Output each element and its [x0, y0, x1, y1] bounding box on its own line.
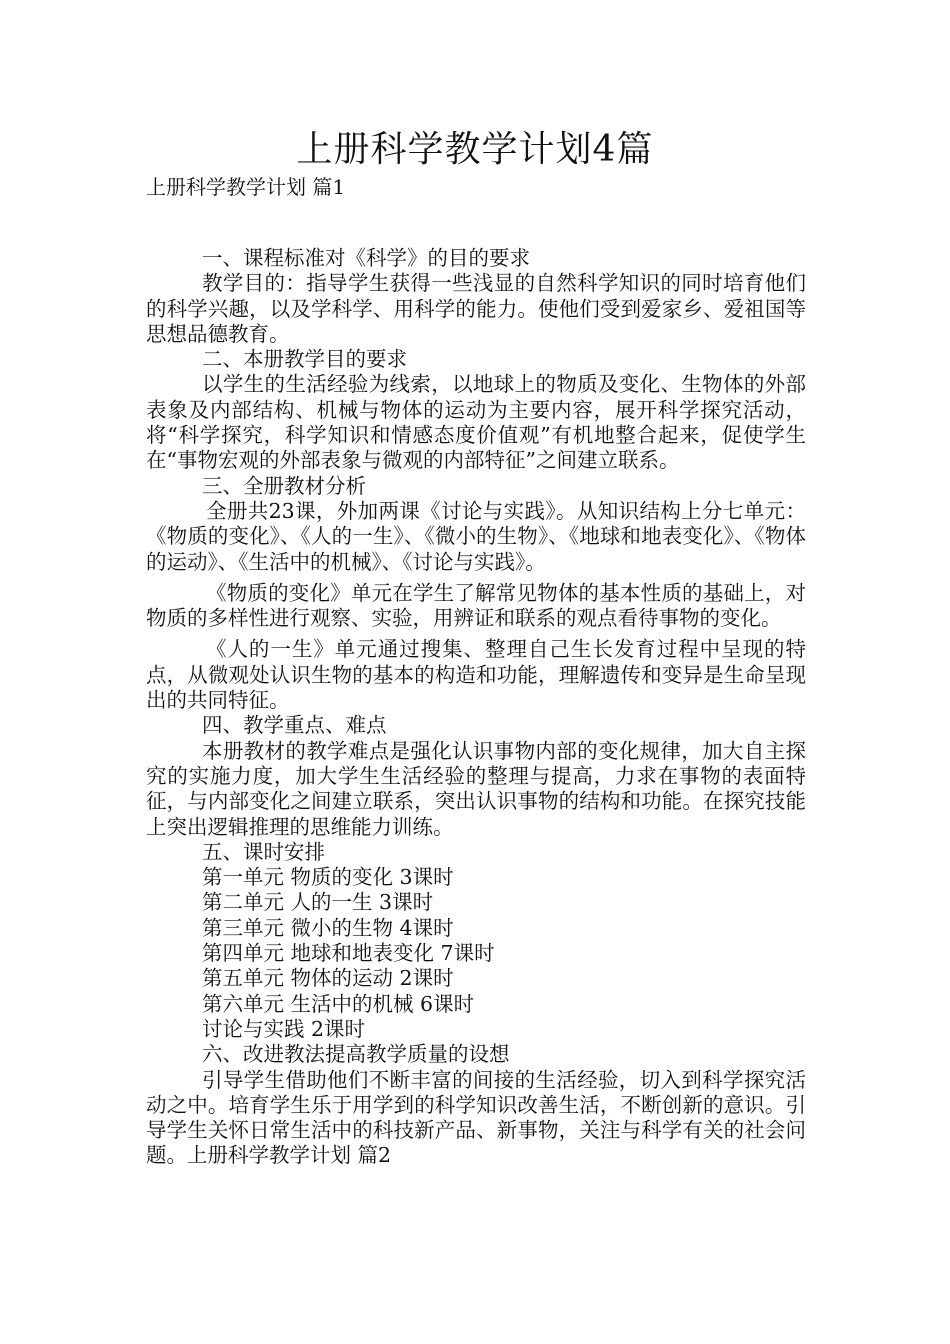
- schedule-item: 第五单元 物体的运动 2课时: [202, 966, 454, 991]
- heading-course-standard: 一、课程标准对《科学》的目的要求: [202, 246, 530, 270]
- heading-key-points: 四、教学重点、难点: [202, 713, 387, 738]
- document-title: 上册科学教学计划4篇: [296, 129, 654, 170]
- section-subtitle: 上册科学教学计划 篇1: [146, 175, 346, 199]
- paragraph-unit-life: 《人的一生》单元通过搜集、整理自己生长发育过程中呈现的特点，从微观处认识生物的基本的构造和功能，理解遗传和变异是生命呈现出的共同特征。: [146, 637, 806, 713]
- paragraph-volume-goals: 以学生的生活经验为线索，以地球上的物质及变化、生物体的外部表象及内部结构、机械与物体的运动为主要内容，展开科学探究活动，将“科学探究，科学知识和情感态度价值观”有机地整合起来，促使学生在“事物宏观的外部表象与微观的内部特征”之间建立联系。: [146, 372, 806, 473]
- paragraph-improvement: 引导学生借助他们不断丰富的间接的生活经验，切入到科学探究活动之中。培育学生乐于用学到的科学知识改善生活，不断创新的意识。引导学生关怀日常生活中的科技新产品、新事物，关注与科学有关的社会问题。上册科学教学计划 篇2: [146, 1067, 806, 1168]
- schedule-item: 第六单元 生活中的机械 6课时: [202, 991, 475, 1016]
- heading-schedule: 五、课时安排: [202, 839, 325, 864]
- schedule-item: 第三单元 微小的生物 4课时: [202, 915, 454, 940]
- schedule-item: 第一单元 物质的变化 3课时: [202, 865, 454, 890]
- paragraph-material-overview: 全册共23课，外加两课《讨论与实践》。从知识结构上分七单元：《物质的变化》、《人的一生》、《微小的生物》、《地球和地表变化》、《物体的运动》、《生活中的机械》、《讨论与实践》。: [146, 498, 806, 574]
- schedule-item: 讨论与实践 2课时: [202, 1016, 366, 1041]
- document-body: [146, 246, 806, 1169]
- heading-improvement: 六、改进教法提高教学质量的设想: [202, 1042, 510, 1067]
- schedule-item: 第四单元 地球和地表变化 7课时: [202, 941, 495, 966]
- heading-material-analysis: 三、全册教材分析: [202, 473, 366, 498]
- schedule-item: 第二单元 人的一生 3课时: [202, 890, 434, 915]
- paragraph-key-points: 本册教材的教学难点是强化认识事物内部的变化规律，加大自主探究的实施力度，加大学生生活经验的整理与提高，力求在事物的表面特征，与内部变化之间建立联系，突出认识事物的结构和功能。在探究技能上突出逻辑推理的思维能力训练。: [146, 738, 806, 839]
- paragraph-teaching-goal: 教学目的：指导学生获得一些浅显的自然科学知识的同时培育他们的科学兴趣，以及学科学、用科学的能力。使他们受到爱家乡、爱祖国等思想品德教育。: [146, 271, 806, 346]
- heading-volume-goals: 二、本册教学目的要求: [202, 347, 407, 372]
- paragraph-unit-matter: 《物质的变化》单元在学生了解常见物体的基本性质的基础上，对物质的多样性进行观察、实验，用辨证和联系的观点看待事物的变化。: [146, 580, 806, 631]
